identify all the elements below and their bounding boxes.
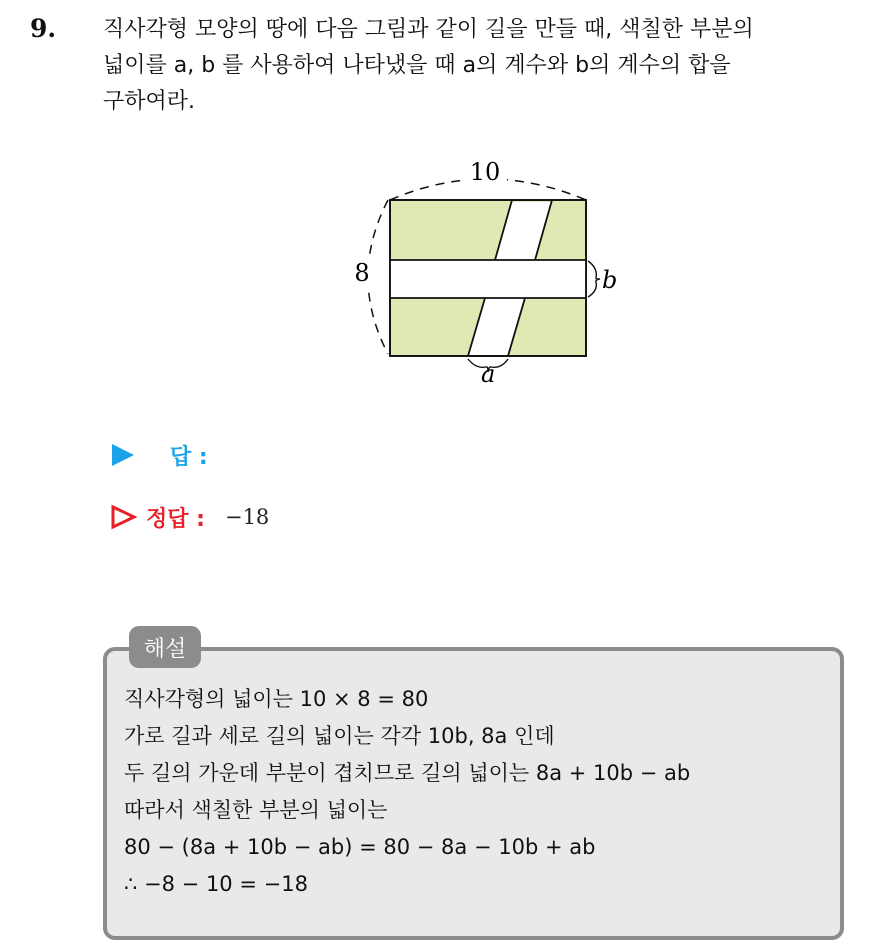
explanation-line-6: ∴ −8 − 10 = −18 <box>124 872 308 896</box>
b-brace <box>588 261 600 297</box>
explanation-line-1: 직사각형의 넓이는 10 × 8 = 80 <box>124 687 429 711</box>
b-label: b <box>602 266 618 294</box>
explanation-line-2: 가로 길과 세로 길의 넓이는 각각 10b, 8a 인데 <box>124 724 555 748</box>
explanation-line-5: 80 − (8a + 10b − ab) = 80 − 8a − 10b + ab <box>124 835 596 859</box>
correct-answer-label: 정답 : <box>146 506 205 532</box>
correct-answer-row <box>110 500 269 534</box>
question-text <box>103 12 865 120</box>
explanation-text <box>124 681 690 903</box>
blue-play-icon <box>110 443 136 467</box>
answer-label: 답 : <box>170 444 208 470</box>
question-line-2: 넓이를 a, b 를 사용하여 나타냈을 때 a의 계수와 b의 계수의 합을 <box>103 53 731 78</box>
explanation-line-4: 따라서 색칠한 부분의 넓이는 <box>124 798 388 822</box>
question-line-3: 구하여라. <box>103 89 196 114</box>
question-number: 9. <box>30 14 57 43</box>
a-label: a <box>481 360 496 388</box>
explanation-line-3: 두 길의 가운데 부분이 겹치므로 길의 넓이는 8a + 10b − ab <box>124 761 691 785</box>
explanation-tag: 해설 <box>129 626 201 668</box>
field-figure <box>330 150 620 390</box>
question-line-1: 직사각형 모양의 땅에 다음 그림과 같이 길을 만들 때, 색칠한 부분의 <box>103 17 754 42</box>
horizontal-road <box>390 260 586 298</box>
red-outline-play-icon <box>110 504 138 530</box>
correct-answer-value: −18 <box>224 505 270 529</box>
height-label: 8 <box>354 259 370 287</box>
answer-row <box>110 438 228 472</box>
width-label: 10 <box>469 158 501 186</box>
